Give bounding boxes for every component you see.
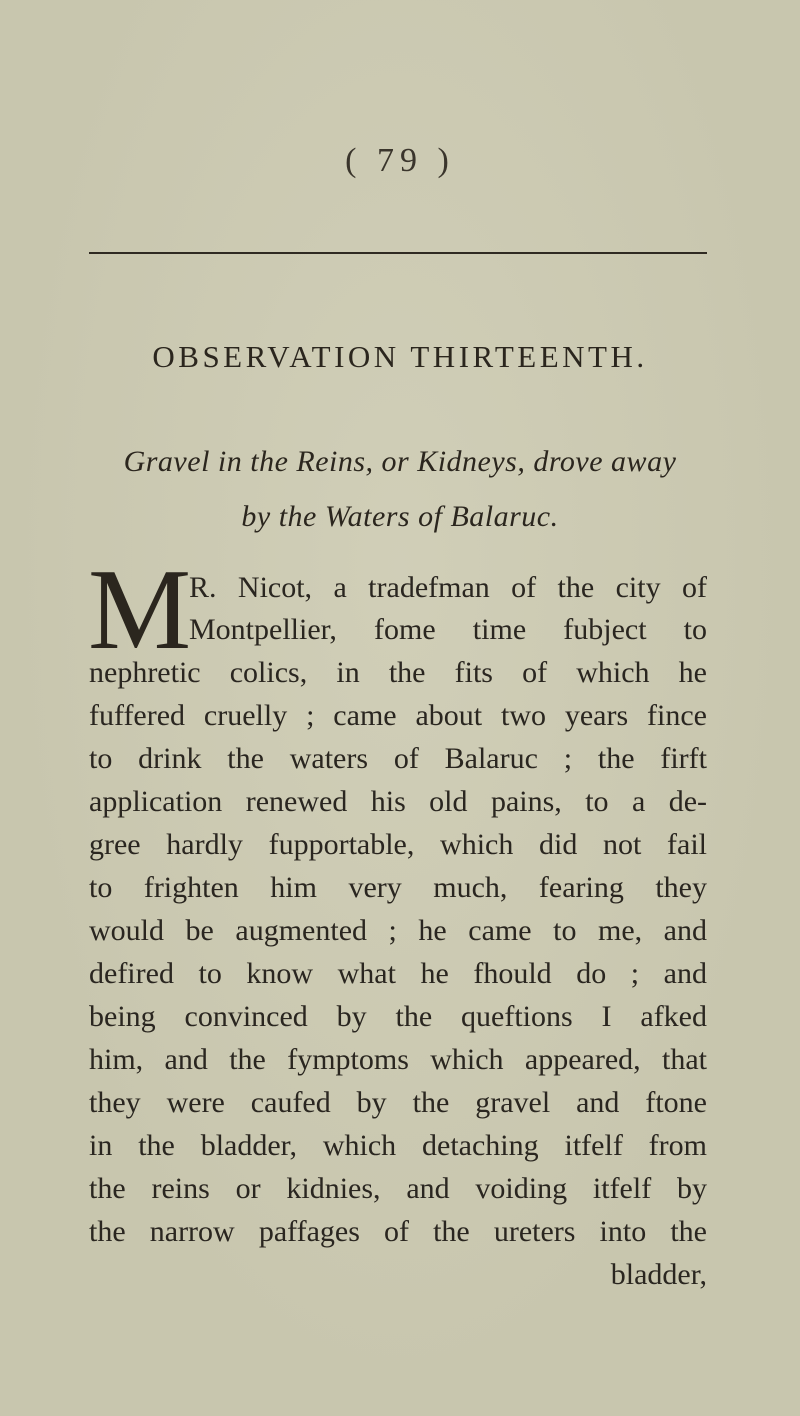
page-number: ( 79 ) — [345, 142, 455, 179]
catchword-line: bladder, — [610, 1258, 707, 1291]
body-line: to drink the waters of Balaruc ; the firft — [89, 742, 707, 775]
body-line: would be augmented ; he came to me, and — [89, 914, 707, 947]
section-heading: OBSERVATION THIRTEENTH. — [152, 339, 648, 374]
body-line: to frighten him very much, fearing they — [89, 871, 707, 904]
body-line: nephretic colics, in the fits of which he — [89, 656, 707, 689]
subtitle-line: by the Waters of Balaruc. — [241, 500, 559, 533]
body-line: being convinced by the queftions I afked — [89, 1000, 707, 1033]
body-line: in the bladder, which detaching itfelf from — [89, 1129, 707, 1162]
header-rule — [89, 252, 707, 254]
body-line: the reins or kidnies, and voiding itfelf by — [89, 1172, 707, 1205]
body-line: R. Nicot, a tradefman of the city of — [189, 571, 707, 604]
body-line: gree hardly fupportable, which did not fail — [89, 828, 707, 861]
body-line: Montpellier, fome time fubject to — [189, 613, 707, 646]
body-line: the narrow paffages of the ureters into the — [89, 1215, 707, 1248]
body-line: they were caufed by the gravel and ftone — [89, 1086, 707, 1119]
body-line: fuffered cruelly ; came about two years fince — [89, 699, 707, 732]
body-line: him, and the fymptoms which appeared, that — [89, 1043, 707, 1076]
subtitle-line: Gravel in the Reins, or Kidneys, drove away — [123, 445, 677, 478]
body-line: application renewed his old pains, to a de- — [89, 785, 707, 818]
drop-cap: M — [88, 546, 192, 674]
body-line: defired to know what he fhould do ; and — [89, 957, 707, 990]
